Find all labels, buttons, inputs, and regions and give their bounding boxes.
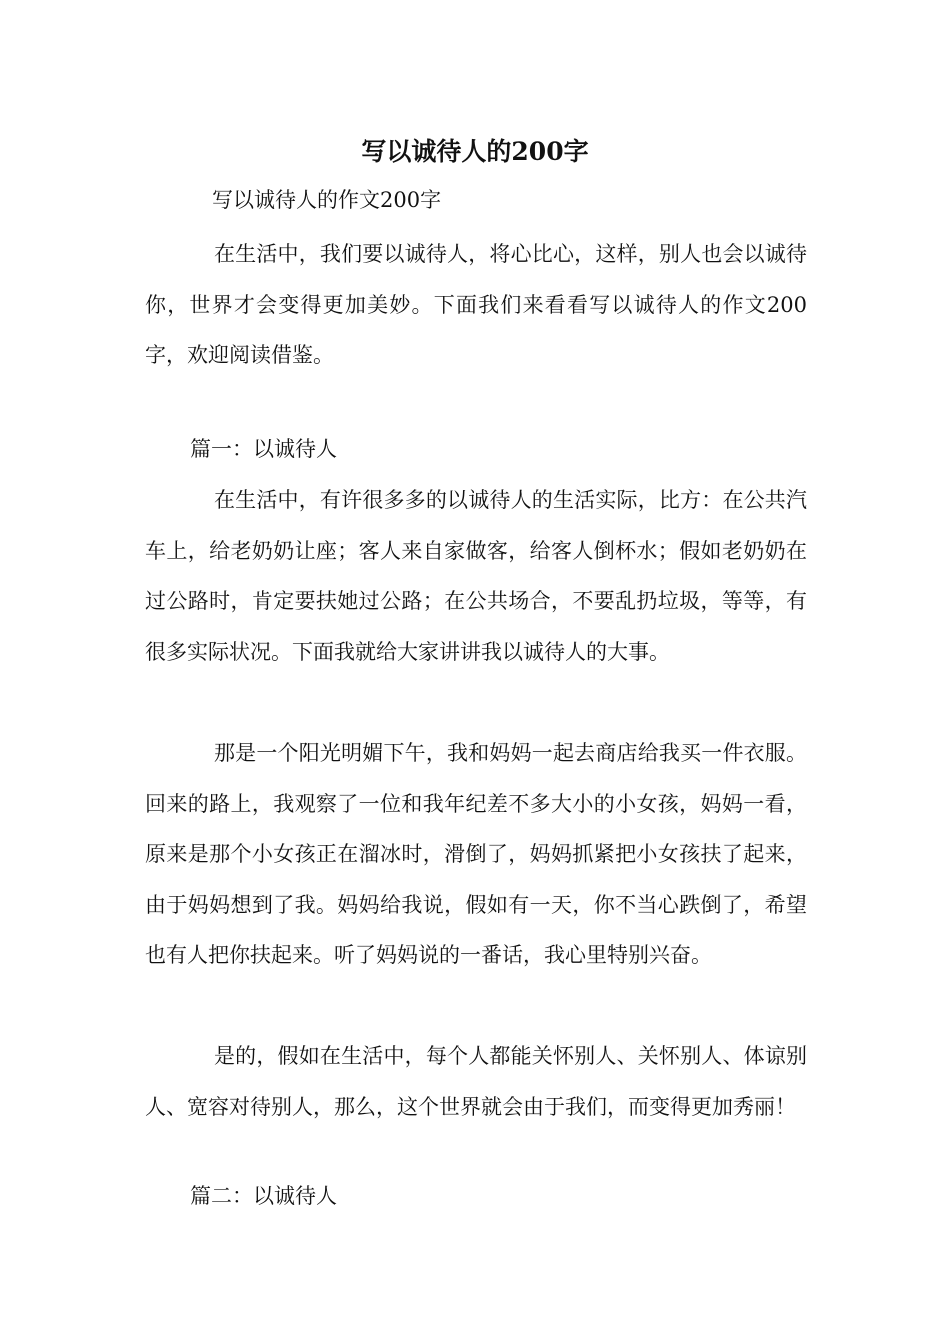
section-1-paragraph-3: 是的，假如在生活中，每个人都能关怀别人、关怀别人、体谅别人、宽容对待别人，那么，这个世界就会由于我们，而变得更加秀丽！ (145, 1044, 807, 1119)
document-title: 写以诚待人的200字 (361, 137, 589, 166)
section-heading-2: 篇二：以诚待人 (190, 1184, 337, 1208)
document-subtitle: 写以诚待人的作文200字 (212, 188, 442, 212)
section-heading-1: 篇一：以诚待人 (190, 437, 337, 461)
section-1-paragraph-1: 在生活中，有许很多多的以诚待人的生活实际，比方：在公共汽车上，给老奶奶让座；客人来自家做客，给客人倒杯水；假如老奶奶在过公路时，肯定要扶她过公路；在公共场合，不要乱扔垃圾，等等，有很多实际状况。下面我就给大家讲讲我以诚待人的大事。 (145, 488, 807, 664)
intro-paragraph: 在生活中，我们要以诚待人，将心比心，这样，别人也会以诚待你，世界才会变得更加美妙。下面我们来看看写以诚待人的作文200字，欢迎阅读借鉴。 (145, 242, 807, 367)
section-1-paragraph-2: 那是一个阳光明媚下午，我和妈妈一起去商店给我买一件衣服。回来的路上，我观察了一位和我年纪差不多大小的小女孩，妈妈一看，原来是那个小女孩正在溜冰时，滑倒了，妈妈抓紧把小女孩扶了起来，由于妈妈想到了我。妈妈给我说，假如有一天，你不当心跌倒了，希望也有人把你扶起来。听了妈妈说的一番话，我心里特别兴奋。 (145, 741, 807, 967)
